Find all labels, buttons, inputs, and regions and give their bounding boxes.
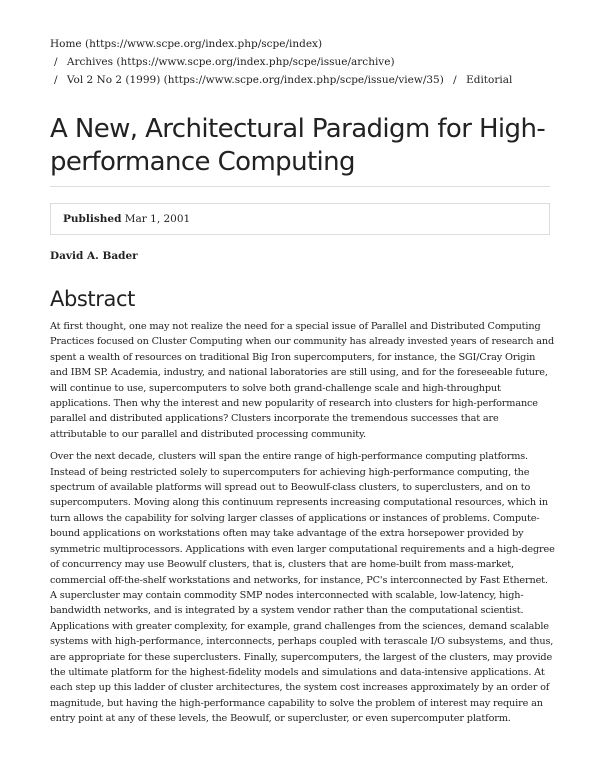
published-line — [63, 212, 190, 226]
breadcrumb-issue-link[interactable]: Vol 2 No 2 (1999) (https://www.scpe.org/index.php/scpe/issue/view/35) — [66, 74, 444, 86]
published-date: Mar 1, 2001 — [124, 213, 191, 225]
abstract-paragraph-2: Over the next decade, clusters will span the entire range of high-performance computing platforms. Instead of being restricted solely to supercomputers for achieving high-performance computing, the spectrum of available platforms will spread out to Beowulf-class clusters, to superclusters, and on to supercomputers. Moving along this continuum represents increasing computational resources, which in turn allows the capability for solving larger classes of applications or instances of problems. Compute-bound applications on workstations often may take advantage of the extra horsepower provided by symmetric multiprocessors. Applications with even larger computational requirements and a high-degree of concurrency may use Beowulf clusters, that is, clusters that are home-built from mass-market, commercial off-the-shelf workstations and networks, for instance, PC's interconnected by Fast Ethernet. A supercluster may contain commodity SMP nodes interconnected with scalable, low-latency, high-bandwidth networks, and is integrated by a system vendor rather than the computational scientist. Applications with greater complexity, for example, grand challenges from the sciences, demand scalable systems with high-performance, interconnects, perhaps coupled with terascale I/O subsystems, and thus, are appropriate for these superclusters. Finally, supercomputers, the largest of the clusters, may provide the ultimate platform for the highest-fidelity models and simulations and data-intensive applications. At each step up this ladder of cluster architectures, the system cost increases approximately by an order of magnitude, but having the high-performance capability to solve the problem of interest may require an entry point at any of these levels, the Beowulf, or supercluster, or even supercomputer platform. — [50, 451, 555, 725]
title-divider — [50, 186, 550, 187]
abstract-paragraph-1: At first thought, one may not realize the need for a special issue of Parallel and Distributed Computing Practices focused on Cluster Computing when our community has already invested years of research and spent a wealth of resources on traditional Big Iron supercomputers, for instance, the SGI/Cray Origin and IBM SP. Academia, industry, and national laboratories are still using, and for the foreseeable future, will continue to use, supercomputers to solve both grand-challenge scale and high-throughput applications. Then why the interest and new popularity of research into clusters for high-performance parallel and distributed applications? Clusters incorporate the tremendous successes that are attributable to our parallel and distributed processing community. — [50, 321, 555, 440]
breadcrumb-row-1 — [50, 35, 570, 53]
abstract-heading: Abstract — [50, 287, 135, 311]
breadcrumb-current: Editorial — [466, 74, 513, 86]
breadcrumb-home-link[interactable]: Home (https://www.scpe.org/index.php/scpe/index) — [50, 38, 323, 50]
article-title: A New, Architectural Paradigm for High-performance Computing — [50, 114, 546, 177]
breadcrumb-separator: / — [54, 56, 58, 68]
published-box — [50, 203, 550, 235]
breadcrumb-separator: / — [54, 74, 58, 86]
breadcrumb-row-3 — [50, 71, 570, 89]
breadcrumb-separator: / — [453, 74, 457, 86]
breadcrumb-archives-link[interactable]: Archives (https://www.scpe.org/index.php/scpe/issue/archive) — [66, 56, 395, 68]
breadcrumb-row-2 — [50, 53, 570, 71]
author-name: David A. Bader — [50, 250, 138, 262]
breadcrumb — [50, 35, 570, 89]
abstract-body — [50, 319, 555, 734]
published-label: Published — [63, 213, 122, 225]
